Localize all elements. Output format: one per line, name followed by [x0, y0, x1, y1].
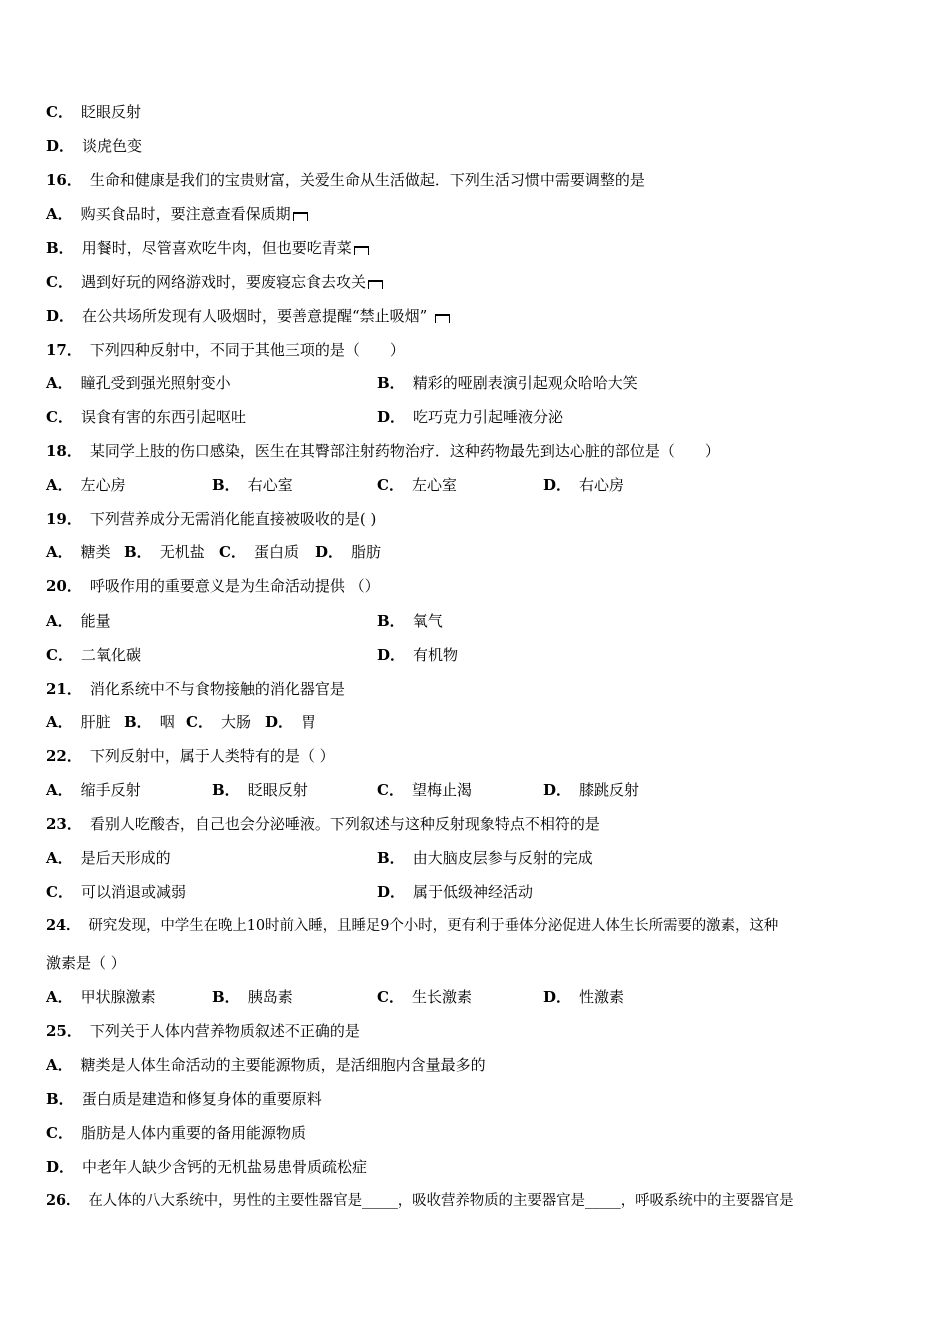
option-text: 大肠	[220, 713, 251, 731]
question-17	[46, 340, 405, 360]
option-a-line	[46, 204, 308, 224]
option-text: 糖类	[80, 543, 111, 561]
option-text: 用餐时，尽管喜欢吃牛肉，但也要吃青菜	[81, 239, 352, 257]
q18-option-a	[46, 475, 126, 495]
option-key: B．	[212, 988, 240, 1006]
question-number: 18．	[46, 442, 82, 460]
question-26	[46, 1191, 794, 1211]
q22-option-d	[543, 780, 639, 800]
option-b-line	[46, 238, 369, 258]
option-key: B．	[124, 543, 152, 561]
q23-option-c	[46, 882, 186, 902]
q20-option-b	[377, 611, 443, 631]
option-key: A．	[46, 988, 73, 1006]
option-key: B．	[46, 239, 74, 257]
question-16	[46, 170, 645, 190]
question-23	[46, 814, 600, 834]
option-text: 中老年人缺少含钙的无机盐易患骨质疏松症	[82, 1158, 368, 1176]
question-number: 22．	[46, 747, 82, 765]
option-text: 咽	[159, 713, 175, 731]
q19-option-d	[315, 542, 381, 562]
option-key: D．	[377, 646, 406, 664]
option-text: 谈虎色变	[82, 137, 143, 155]
option-key: C．	[377, 988, 404, 1006]
question-number: 25．	[46, 1022, 82, 1040]
option-key: D．	[543, 988, 572, 1006]
option-text: 糖类是人体生命活动的主要能源物质，是活细胞内含量最多的	[80, 1056, 486, 1074]
question-text: 下列反射中，属于人类特有的是（ ）	[89, 747, 335, 765]
option-text: 蛋白质	[253, 543, 299, 561]
q24-option-b	[212, 987, 293, 1007]
option-key: B．	[46, 1090, 74, 1108]
q21-option-b	[124, 712, 175, 732]
q25-option-c	[46, 1123, 306, 1143]
question-number: 17．	[46, 341, 82, 359]
option-key: A．	[46, 374, 73, 392]
question-18	[46, 441, 720, 461]
option-text: 氧气	[412, 612, 443, 630]
option-text: 甲状腺激素	[80, 988, 156, 1006]
option-key: B．	[377, 849, 405, 867]
question-21	[46, 679, 345, 699]
option-key: B．	[377, 612, 405, 630]
q25-option-d	[46, 1157, 367, 1177]
option-text: 左心房	[80, 476, 126, 494]
option-text: 吃巧克力引起唾液分泌	[413, 408, 564, 426]
q17-option-c	[46, 407, 246, 427]
option-text: 遇到好玩的网络游戏时，要废寝忘食去攻关	[80, 273, 366, 291]
option-key: D．	[46, 1158, 75, 1176]
question-number: 24．	[46, 917, 81, 934]
option-c-line	[46, 272, 383, 292]
option-text: 胃	[301, 713, 317, 731]
option-text: 缩手反射	[80, 781, 141, 799]
question-text: 下列关于人体内营养物质叙述不正确的是	[89, 1022, 360, 1040]
q20-option-c	[46, 645, 141, 665]
option-text: 右心室	[247, 476, 293, 494]
option-text: 望梅止渴	[411, 781, 472, 799]
q21-option-d	[265, 712, 316, 732]
option-key: D．	[377, 883, 406, 901]
question-24	[46, 916, 778, 936]
option-key: A．	[46, 612, 73, 630]
q17-option-b	[377, 373, 638, 393]
option-text: 膝跳反射	[579, 781, 640, 799]
option-key: D．	[377, 408, 406, 426]
option-key: A．	[46, 1056, 73, 1074]
option-key: A．	[46, 781, 73, 799]
option-text: 右心房	[579, 476, 625, 494]
q21-option-c	[186, 712, 251, 732]
question-number: 21．	[46, 680, 82, 698]
question-text: 消化系统中不与食物接触的消化器官是	[89, 680, 345, 698]
question-text: 呼吸作用的重要意义是为生命活动提供 （）	[89, 577, 380, 595]
option-key: D．	[46, 307, 75, 325]
option-text: 有机物	[413, 646, 459, 664]
option-text: 可以消退或减弱	[80, 883, 186, 901]
q22-option-c	[377, 780, 472, 800]
option-key: C．	[219, 543, 246, 561]
q18-option-c	[377, 475, 457, 495]
question-number: 20．	[46, 577, 82, 595]
question-text: 下列营养成分无需消化能直接被吸收的是( )	[89, 510, 377, 528]
q19-option-a	[46, 542, 111, 562]
question-24-continued	[46, 953, 126, 973]
bracket-mark-icon	[293, 212, 308, 221]
option-key: C．	[377, 476, 404, 494]
option-key: B．	[377, 374, 405, 392]
question-text: 某同学上肢的伤口感染，医生在其臀部注射药物治疗．这种药物最先到达心脏的部位是（ ）	[89, 442, 720, 460]
option-key: C．	[186, 713, 213, 731]
option-text: 脂肪	[351, 543, 382, 561]
option-d-line	[46, 306, 450, 326]
option-key: A．	[46, 205, 73, 223]
option-key: C．	[46, 883, 73, 901]
question-25	[46, 1021, 360, 1041]
q25-option-b	[46, 1089, 322, 1109]
option-text: 在公共场所发现有人吸烟时，要善意提醒“禁止吸烟”	[82, 307, 428, 325]
option-key: C．	[46, 273, 73, 291]
option-text: 属于低级神经活动	[413, 883, 534, 901]
q18-option-b	[212, 475, 293, 495]
option-key: A．	[46, 476, 73, 494]
option-key: A．	[46, 543, 73, 561]
option-text: 购买食品时，要注意查看保质期	[80, 205, 291, 223]
option-text: 胰岛素	[247, 988, 293, 1006]
option-text: 左心室	[411, 476, 457, 494]
option-key: B．	[212, 476, 240, 494]
question-number: 19．	[46, 510, 82, 528]
option-key: B．	[124, 713, 152, 731]
option-text: 蛋白质是建造和修复身体的重要原料	[81, 1090, 322, 1108]
option-d-line	[46, 136, 142, 156]
question-22	[46, 746, 335, 766]
question-text: 研究发现，中学生在晚上10时前入睡，且睡足9个小时，更有利于垂体分泌促进人体生长所需要的激素，这种	[88, 918, 779, 934]
option-text: 眨眼反射	[247, 781, 308, 799]
option-key: B．	[212, 781, 240, 799]
q20-option-d	[377, 645, 458, 665]
option-text: 无机盐	[159, 543, 205, 561]
option-text: 误食有害的东西引起呕吐	[80, 408, 246, 426]
option-text: 肝脏	[80, 713, 111, 731]
q24-option-d	[543, 987, 624, 1007]
option-key: C．	[377, 781, 404, 799]
option-text: 眨眼反射	[80, 103, 141, 121]
question-number: 16．	[46, 171, 82, 189]
option-text: 生长激素	[411, 988, 472, 1006]
q23-option-b	[377, 848, 593, 868]
option-key: C．	[46, 1124, 73, 1142]
option-key: D．	[315, 543, 344, 561]
option-text: 二氧化碳	[80, 646, 141, 664]
option-key: C．	[46, 103, 73, 121]
bracket-mark-icon	[368, 280, 383, 289]
option-text: 精彩的哑剧表演引起观众哈哈大笑	[412, 374, 638, 392]
option-key: D．	[265, 713, 294, 731]
question-text: 在人体的八大系统中，男性的主要性器官是_____，吸收营养物质的主要器官是_____，呼吸系统中的主要器官是	[88, 1193, 794, 1209]
question-number: 23．	[46, 815, 82, 833]
bracket-mark-icon	[435, 314, 450, 323]
option-key: D．	[543, 781, 572, 799]
q18-option-d	[543, 475, 624, 495]
option-key: D．	[543, 476, 572, 494]
bracket-mark-icon	[354, 246, 369, 255]
option-text: 瞳孔受到强光照射变小	[80, 374, 231, 392]
option-text: 脂肪是人体内重要的备用能源物质	[80, 1124, 306, 1142]
question-text: 生命和健康是我们的宝贵财富，关爱生命从生活做起．下列生活习惯中需要调整的是	[89, 171, 645, 189]
q21-option-a	[46, 712, 111, 732]
option-c-line	[46, 102, 141, 122]
option-text: 性激素	[579, 988, 625, 1006]
question-number: 26．	[46, 1192, 81, 1209]
q19-option-c	[219, 542, 299, 562]
option-key: A．	[46, 713, 73, 731]
q23-option-a	[46, 848, 171, 868]
question-text: 下列四种反射中，不同于其他三项的是（ ）	[89, 341, 405, 359]
question-text: 看别人吃酸杏，自己也会分泌唾液。下列叙述与这种反射现象特点不相符的是	[89, 815, 600, 833]
option-key: C．	[46, 408, 73, 426]
q17-option-d	[377, 407, 563, 427]
q22-option-a	[46, 780, 141, 800]
option-key: A．	[46, 849, 73, 867]
option-text: 是后天形成的	[80, 849, 171, 867]
question-text: 激素是（ ）	[46, 954, 126, 972]
q24-option-c	[377, 987, 472, 1007]
option-key: C．	[46, 646, 73, 664]
q22-option-b	[212, 780, 308, 800]
option-text: 能量	[80, 612, 111, 630]
q23-option-d	[377, 882, 533, 902]
q25-option-a	[46, 1055, 486, 1075]
q19-option-b	[124, 542, 205, 562]
question-19	[46, 509, 376, 529]
question-20	[46, 576, 380, 596]
q20-option-a	[46, 611, 111, 631]
option-text: 由大脑皮层参与反射的完成	[412, 849, 593, 867]
q17-option-a	[46, 373, 231, 393]
option-key: D．	[46, 137, 75, 155]
q24-option-a	[46, 987, 156, 1007]
